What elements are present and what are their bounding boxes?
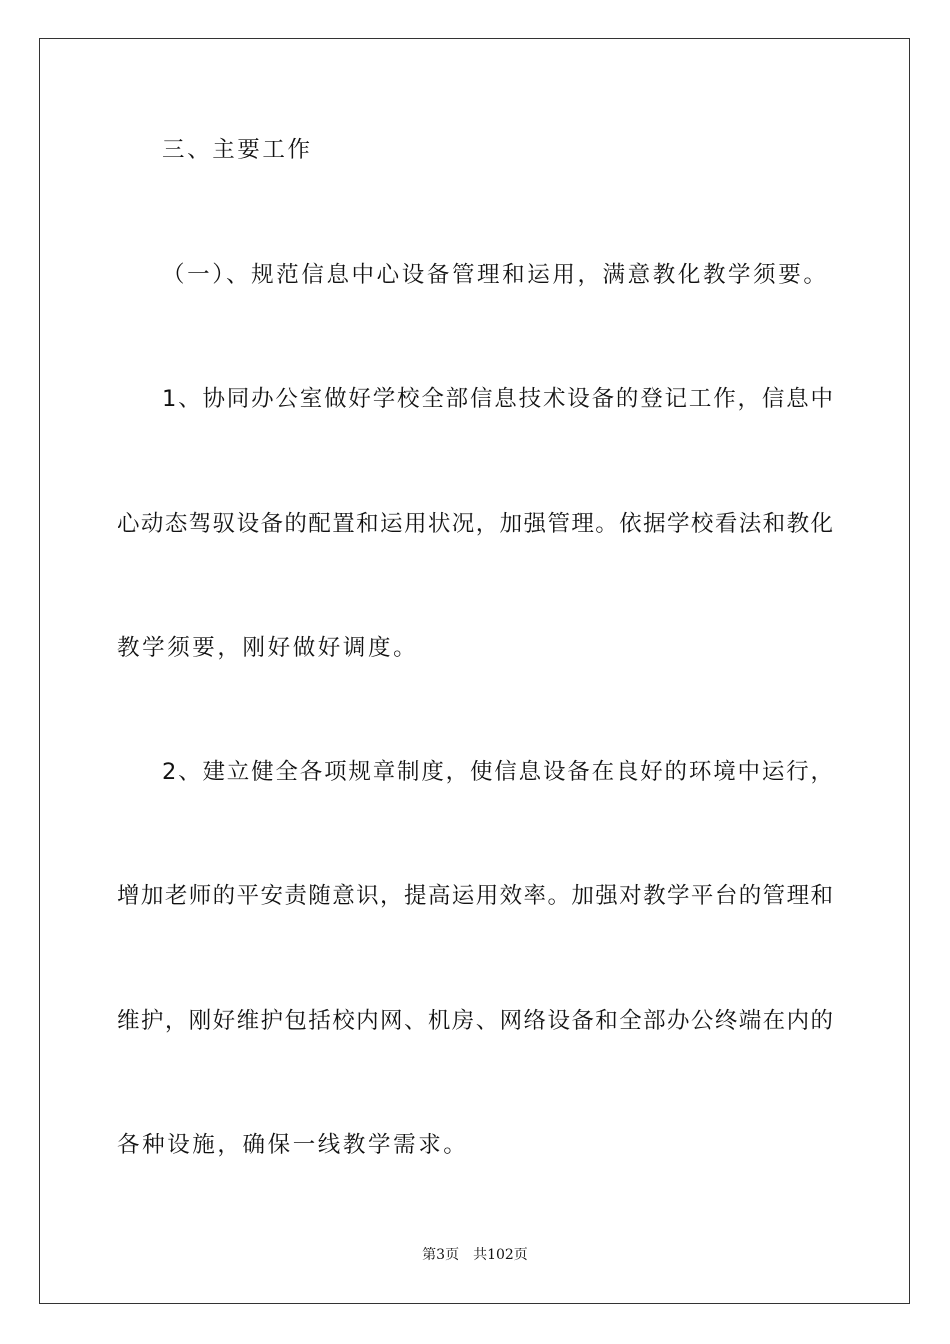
page-border bbox=[39, 38, 910, 1304]
section-heading: 三、主要工作 bbox=[162, 137, 313, 163]
paragraph-2-line-2: 增加老师的平安责随意识，提高运用效率。加强对教学平台的管理和 bbox=[117, 883, 833, 909]
paragraph-1-line-3: 教学须要，刚好做好调度。 bbox=[117, 635, 419, 661]
paragraph-1-line-2: 心动态驾驭设备的配置和运用状况，加强管理。依据学校看法和教化 bbox=[117, 511, 833, 537]
paragraph-2-line-3: 维护，刚好维护包括校内网、机房、网络设备和全部办公终端在内的 bbox=[117, 1008, 833, 1034]
paragraph-2-line-1: 2、建立健全各项规章制度，使信息设备在良好的环境中运行， bbox=[162, 759, 833, 785]
page-number-footer: 第3页 共102页 bbox=[422, 1247, 528, 1263]
paragraph-1-line-1: 1、协同办公室做好学校全部信息技术设备的登记工作，信息中 bbox=[162, 386, 833, 412]
paragraph-2-line-4: 各种设施，确保一线教学需求。 bbox=[117, 1132, 469, 1158]
subsection-heading: （一）、规范信息中心设备管理和运用，满意教化教学须要。 bbox=[162, 262, 829, 288]
